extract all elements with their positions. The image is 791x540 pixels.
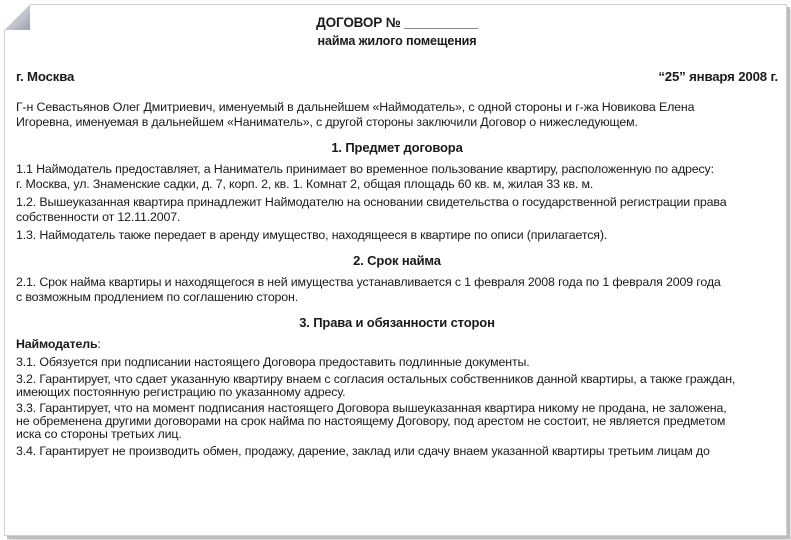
contract-document	[16, 14, 778, 459]
contract-city: г. Москва	[16, 69, 75, 84]
clause-line: 3.3. Гарантирует, что на момент подписания настоящего Договора вышеуказанная квартира никому не продана, не заложена,	[16, 401, 727, 415]
clause-line: иска со стороны третьих лиц.	[16, 427, 182, 441]
clause-line: с возможным продлением по соглашению сторон.	[16, 290, 299, 304]
party-name: Наймодатель	[16, 337, 98, 351]
contract-subtitle: найма жилого помещения	[317, 34, 477, 48]
section-heading-1: 1. Предмет договора	[331, 140, 463, 155]
clause-3-2	[16, 373, 778, 399]
section-heading-2: 2. Срок найма	[353, 253, 441, 268]
clause-line: 1.2. Вышеуказанная квартира принадлежит Наймодателю на основании свидетельства о государственной регистрации права	[16, 195, 727, 209]
clause-line: собственности от 12.11.2007.	[16, 210, 181, 224]
clause-line: имеющих постоянную регистрацию по указанному адресу.	[16, 385, 346, 399]
party-colon: :	[97, 337, 101, 351]
clause-3-1: 3.1. Обязуется при подписании настоящего Договора предоставить подлинные документы.	[16, 355, 530, 369]
clause-3-4: 3.4. Гарантирует не производить обмен, продажу, дарение, заклад или сдачу внаем указанной квартиры третьим лицам до	[16, 444, 710, 458]
clause-line: 2.1. Срок найма квартиры и находящегося в ней имущества устанавливается с 1 февраля 2008 года по 1 февраля 2009 года	[16, 275, 721, 289]
clause-1-3: 1.3. Наймодатель также передает в аренду имущество, находящееся в квартире по описи (прилагается).	[16, 228, 608, 242]
clause-1-2	[16, 195, 778, 225]
party-label	[16, 337, 778, 352]
contract-date: “25” января 2008 г.	[658, 69, 778, 84]
contract-title: ДОГОВОР № __________	[316, 15, 478, 30]
intro-line: Игоревна, именуемая в дальнейшем «Наниматель», с другой стороны заключили Договор о нижеследующем.	[16, 115, 638, 129]
clause-2-1	[16, 275, 778, 305]
section-heading-3: 3. Права и обязанности сторон	[299, 315, 495, 330]
clause-line: 3.2. Гарантирует, что сдает указанную квартиру внаем с согласия остальных собственников данной квартиры, а также граждан,	[16, 372, 736, 386]
intro-line: Г-н Севастьянов Олег Дмитриевич, именуемый в дальнейшем «Наймодатель», с одной стороны и г-жа Новикова Елена	[16, 100, 695, 114]
clause-line: г. Москва, ул. Знаменские садки, д. 7, корп. 2, кв. 1. Комнат 2, общая площадь 60 кв. м, жилая 33 кв. м.	[16, 177, 594, 191]
clause-1-1	[16, 162, 778, 192]
clause-line: не обременена другими договорами на срок найма по настоящему Договору, под арестом не состоит, не является предметом	[16, 414, 726, 428]
clause-3-3	[16, 402, 778, 441]
clause-line: 1.1 Наймодатель предоставляет, а Наниматель принимает во временное пользование квартиру, расположенную по адресу:	[16, 162, 714, 176]
place-date-row	[16, 69, 778, 85]
intro-paragraph	[16, 100, 778, 130]
